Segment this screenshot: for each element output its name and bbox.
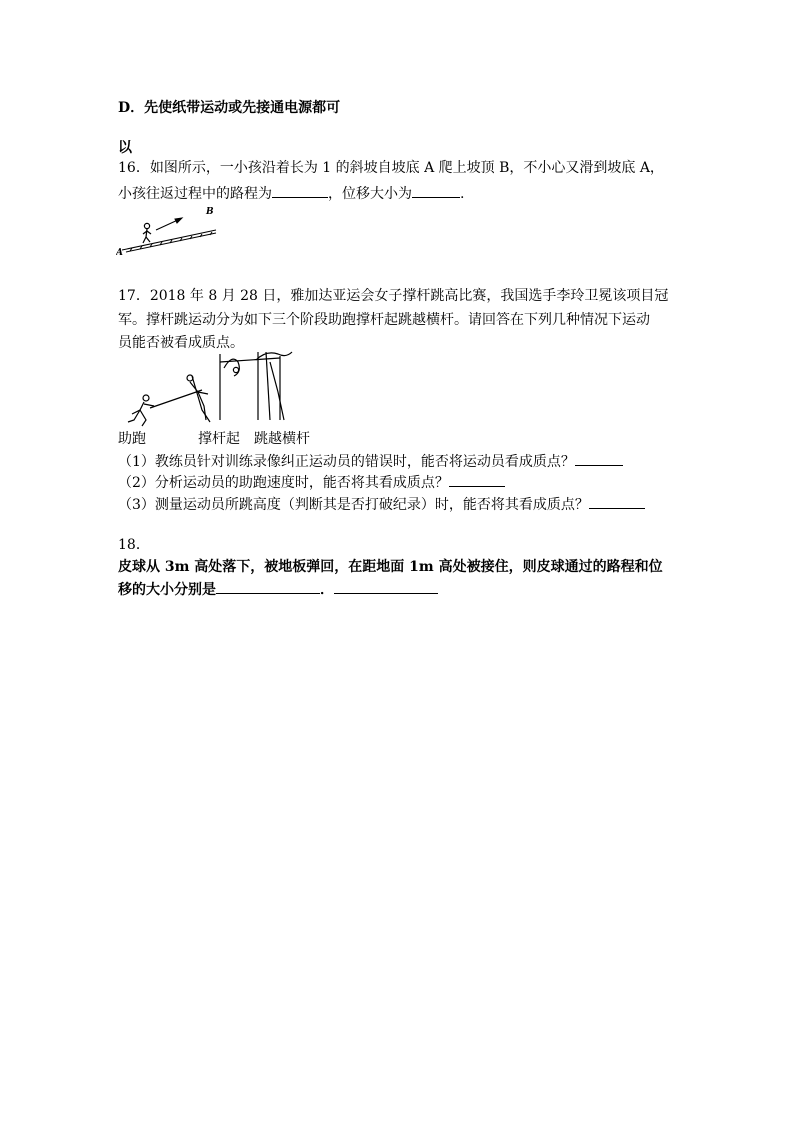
q17-sub2-blank[interactable] [449,472,505,487]
q16-line1: 16．如图所示，一小孩沿着长为 1 的斜坡自坡底 A 爬上坡顶 B，不小心又滑到坡底 A， [118,160,664,176]
q18-blank-distance[interactable] [216,579,320,594]
q15-option-d: D．先使纸带运动或先接通电源都可 [118,100,341,116]
running-athlete-icon [128,390,202,426]
q18-line2 [118,579,438,600]
slope-figure [116,200,226,256]
pole-line [150,390,202,408]
q17-sub3-blank[interactable] [589,494,645,509]
q17-sub2 [118,472,505,493]
takeoff-athlete-icon [187,375,210,422]
q18-text-a: 移的大小分别是 [118,582,216,598]
label-b: B [206,207,214,217]
q17-stage-labels [118,429,310,449]
label-a: A [116,248,123,256]
q17-sub3-text: （3）测量运动员所跳高度（判断其是否打破纪录）时，能否将其看成质点？ [118,497,589,513]
q17-sub3 [118,494,645,515]
q17-sub1 [118,451,623,472]
q16-blank-displacement[interactable] [412,183,460,198]
stage-bar-clearance: 跳越横杆 [254,431,310,447]
stage-pole-takeoff: 撑杆起 [198,431,240,447]
q18-blank-displacement[interactable] [334,579,438,594]
q17-line2: 军。撑杆跳运动分为如下三个阶段助跑撑杆起跳越横杆。请回答在下列几种情况下运动 [118,312,650,328]
q16-text-a: 小孩往返过程中的路程为 [118,186,272,202]
stray-char: 以 [118,140,132,156]
q16-text-b: ，位移大小为 [328,186,412,202]
q17-line3: 员能否被看成质点。 [118,335,244,351]
q17-sub1-text: （1）教练员针对训练录像纠正运动员的错误时，能否将运动员看成质点？ [118,454,575,470]
q18-number: 18． [118,537,150,553]
q16-text-c: . [460,186,465,202]
q18-text-b: ． [320,582,334,598]
bar-clearance-icon [220,352,292,420]
q17-sub1-blank[interactable] [575,451,623,466]
pole-vault-figure [120,348,310,430]
q18-line1: 皮球从 3m 高处落下，被地板弹回，在距地面 1m 高处被接住，则皮球通过的路程和位 [118,559,663,575]
child-icon [143,223,151,243]
slope-line [122,230,216,250]
stage-run-up: 助跑 [118,431,146,447]
q16-blank-distance[interactable] [272,183,328,198]
arrow-icon [156,218,182,230]
q17-line1: 17．2018 年 8 月 28 日，雅加达亚运会女子撑杆跳高比赛，我国选手李玲卫冕该项目冠 [118,288,669,304]
q17-sub2-text: （2）分析运动员的助跑速度时，能否将其看成质点？ [118,475,449,491]
